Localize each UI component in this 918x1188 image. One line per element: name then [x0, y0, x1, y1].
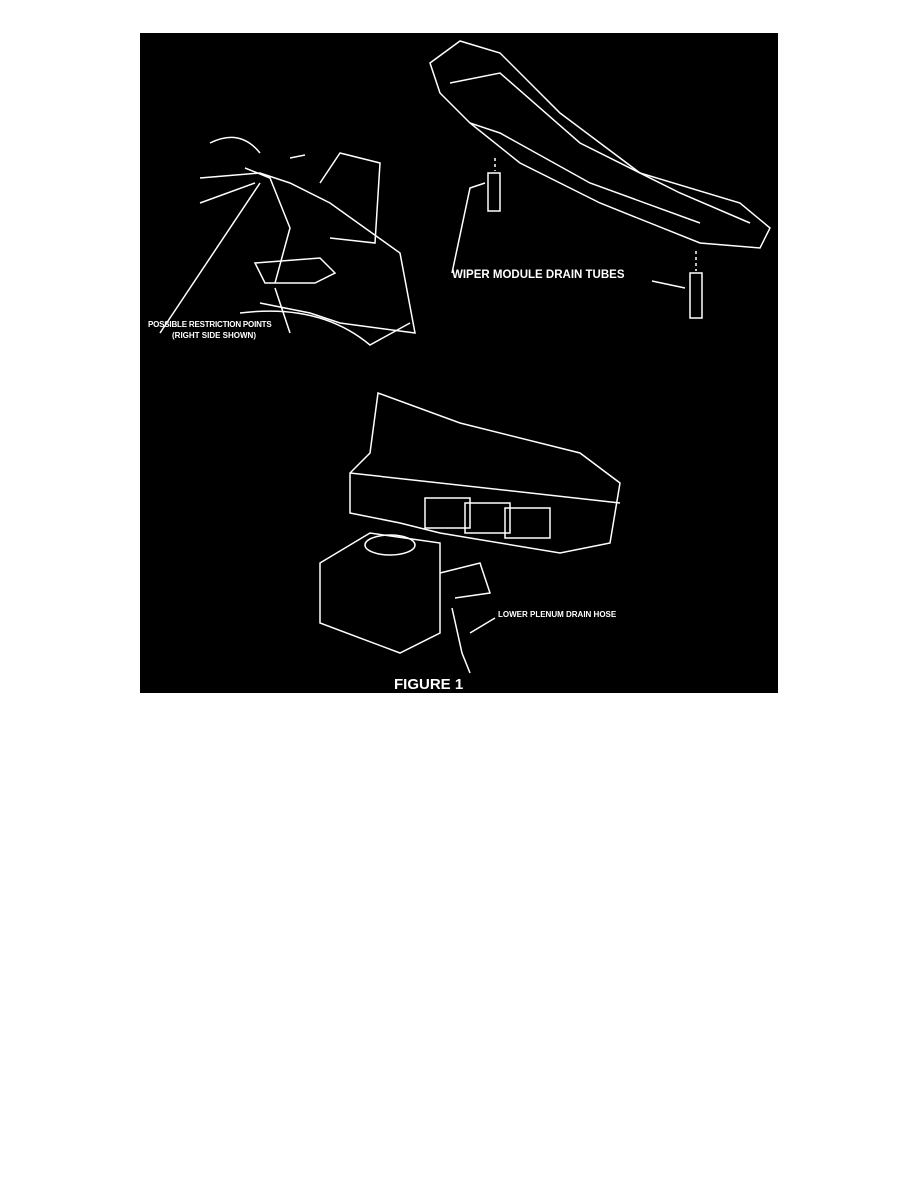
figure-illustration: [140, 33, 778, 693]
drain-restriction-drawing: [160, 137, 415, 345]
plenum-drawing: [320, 393, 620, 673]
label-wiper-module-drain-tubes: WIPER MODULE DRAIN TUBES: [452, 269, 625, 281]
figure-caption: FIGURE 1: [394, 676, 464, 693]
label-lower-plenum-drain-hose: LOWER PLENUM DRAIN HOSE: [498, 610, 617, 619]
label-restriction-points: POSSIBLE RESTRICTION POINTS: [148, 320, 272, 329]
label-right-side-shown: (RIGHT SIDE SHOWN): [172, 331, 256, 340]
figure-1: [140, 33, 778, 693]
